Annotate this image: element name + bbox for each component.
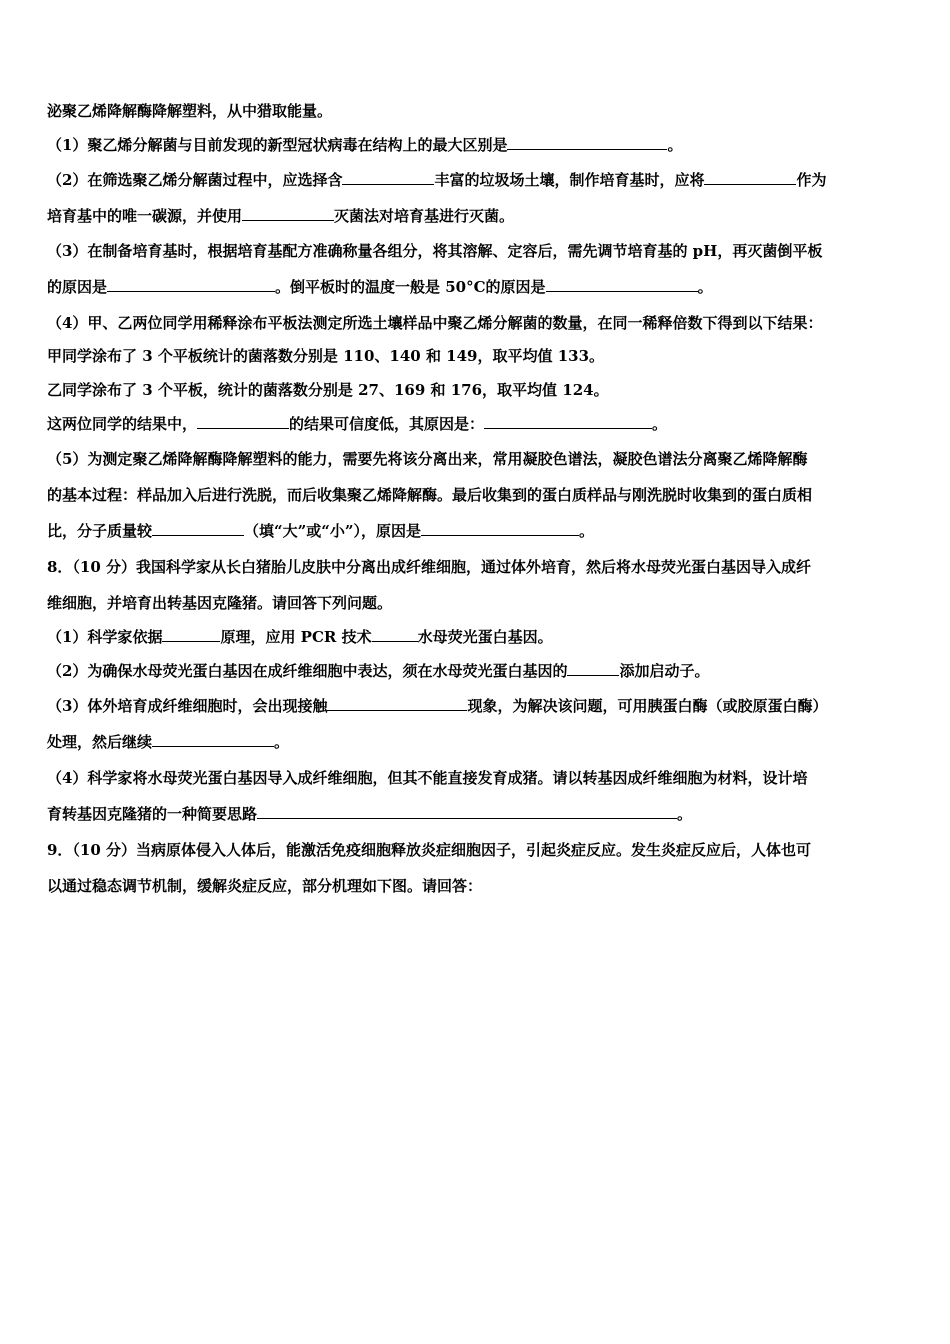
text-line-1: 泌聚乙烯降解酶降解塑料，从中猎取能量。 <box>47 102 333 120</box>
answer-blank[interactable] <box>342 170 434 185</box>
question-8-cont: 维细胞，并培育出转基因克隆猪。请回答下列问题。 <box>47 594 393 612</box>
question-7-5-cont2: 比，分子质量较 （填“大”或“小”），原因是 。 <box>47 522 595 540</box>
answer-blank[interactable] <box>484 414 652 429</box>
question-8-3: （3）体外培育成纤维细胞时，会出现接触 现象，为解决该问题，可用胰蛋白酶（或胶原蛋白酶） <box>47 697 828 715</box>
question-7-3: （3）在制备培育基时，根据培育基配方准确称量各组分，将其溶解、定容后，需先调节培育基的 pH，再灭菌倒平板 <box>47 242 823 260</box>
question-8-4: （4）科学家将水母荧光蛋白基因导入成纤维细胞，但其不能直接发育成猪。请以转基因成纤维细胞为材料，设计培 <box>47 769 808 787</box>
question-8-1: （1）科学家依据 原理，应用 PCR 技术 水母荧光蛋白基因。 <box>47 628 553 646</box>
question-7-4: （4）甲、乙两位同学用稀释涂布平板法测定所选土壤样品中聚乙烯分解菌的数量，在同一稀释倍数下得到以下结果： <box>47 314 823 332</box>
text-line-student-a: 甲同学涂布了 3 个平板统计的菌落数分别是 110、140 和 149，取平均值 133。 <box>47 347 605 365</box>
question-7-5-cont: 的基本过程：样品加入后进行洗脱，而后收集聚乙烯降解酶。最后收集到的蛋白质样品与刚洗脱时收集到的蛋白质相 <box>47 486 813 504</box>
question-7-5: （5）为测定聚乙烯降解酶降解塑料的能力，需要先将该分离出来，常用凝胶色谱法，凝胶色谱法分离聚乙烯降解酶 <box>47 450 808 468</box>
question-8: 8．（10 分）我国科学家从长白猪胎儿皮肤中分离出成纤维细胞，通过体外培育，然后将水母荧光蛋白基因导入成纤 <box>47 558 812 576</box>
question-9-cont: 以通过稳态调节机制，缓解炎症反应，部分机理如下图。请回答： <box>47 877 483 895</box>
answer-blank[interactable] <box>197 414 289 429</box>
answer-blank[interactable] <box>372 627 418 642</box>
question-8-2: （2）为确保水母荧光蛋白基因在成纤维细胞中表达，须在水母荧光蛋白基因的 添加启动子。 <box>47 662 710 680</box>
question-8-4-cont: 育转基因克隆猪的一种简要思路 。 <box>47 805 693 823</box>
answer-blank[interactable] <box>421 521 579 536</box>
answer-blank[interactable] <box>257 804 677 819</box>
answer-blank[interactable] <box>162 627 220 642</box>
answer-blank[interactable] <box>152 521 244 536</box>
answer-blank[interactable] <box>107 277 275 292</box>
question-9: 9．（10 分）当病原体侵入人体后，能激活免疫细胞释放炎症细胞因子，引起炎症反应。发生炎症反应后，人体也可 <box>47 841 812 859</box>
question-7-1: （1）聚乙烯分解菌与目前发现的新型冠状病毒在结构上的最大区别是 。 <box>47 136 683 154</box>
answer-blank[interactable] <box>567 661 619 676</box>
answer-blank[interactable] <box>507 135 667 150</box>
question-8-3-cont: 处理，然后继续 。 <box>47 733 290 751</box>
question-7-2-cont: 培育基中的唯一碳源，并使用 灭菌法对培育基进行灭菌。 <box>47 207 515 225</box>
question-7-2: （2）在筛选聚乙烯分解菌过程中，应选择含 丰富的垃圾场土壤，制作培育基时，应将 作为 <box>47 171 827 189</box>
answer-blank[interactable] <box>152 732 274 747</box>
answer-blank[interactable] <box>546 277 698 292</box>
answer-blank[interactable] <box>242 206 334 221</box>
text-line-student-b: 乙同学涂布了 3 个平板，统计的菌落数分别是 27、169 和 176，取平均值 124。 <box>47 381 609 399</box>
answer-blank[interactable] <box>704 170 796 185</box>
question-7-4-cont: 这两位同学的结果中， 的结果可信度低，其原因是： 。 <box>47 415 668 433</box>
answer-blank[interactable] <box>327 696 467 711</box>
question-7-3-cont: 的原因是 。倒平板时的温度一般是 50°C的原因是 。 <box>47 278 713 296</box>
